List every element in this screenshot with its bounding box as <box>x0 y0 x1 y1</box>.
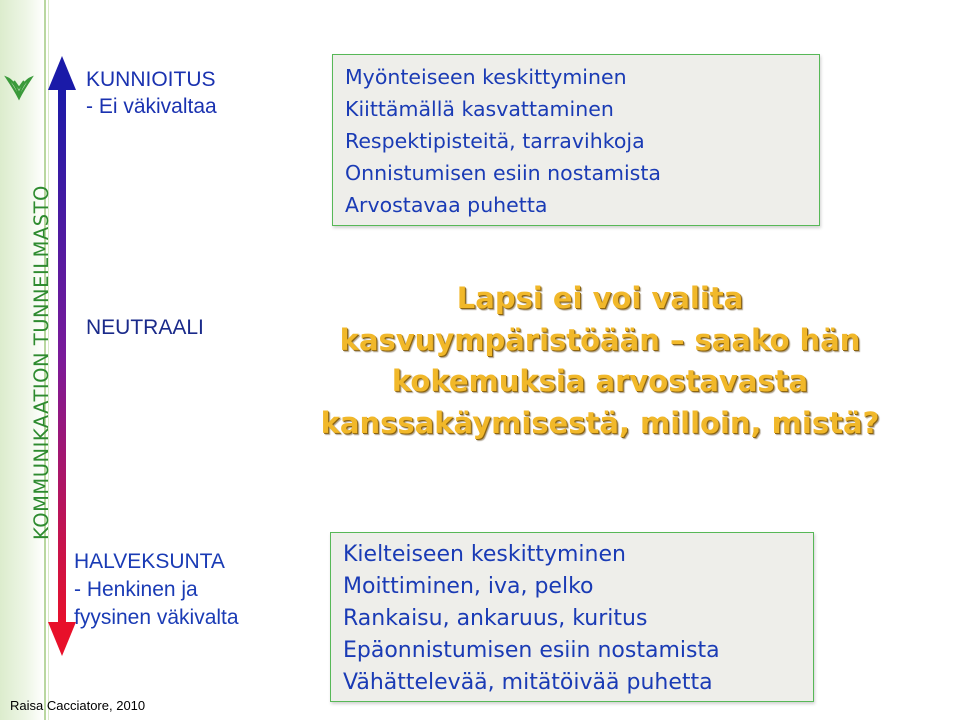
negative-line: Rankaisu, ankaruus, kuritus <box>343 606 648 631</box>
question-line: Lapsi ei voi valita <box>456 281 744 315</box>
question-line: kokemuksia arvostavasta <box>391 364 809 398</box>
positive-line: Onnistumisen esiin nostamista <box>345 161 661 185</box>
positive-line: Kiittämällä kasvattaminen <box>345 97 614 121</box>
respect-label <box>86 66 217 120</box>
respect-subtitle: - Ei väkivaltaa <box>86 95 217 118</box>
negative-line: Vähättelevää, mitätöivää puhetta <box>343 670 713 695</box>
contempt-line2: - Henkinen ja <box>74 578 198 601</box>
negative-line: Moittiminen, iva, pelko <box>343 574 594 599</box>
side-title: KOMMUNIKAATION TUNNEILMASTO <box>30 185 53 540</box>
author-credit: Raisa Cacciatore, 2010 <box>10 698 146 713</box>
center-question <box>280 278 920 444</box>
contempt-label <box>74 548 239 632</box>
positive-line: Myönteiseen keskittyminen <box>345 65 627 89</box>
positive-practices-box <box>332 54 820 226</box>
question-line: kasvuympäristöään – saako hän <box>339 322 861 357</box>
positive-line: Arvostavaa puhetta <box>345 193 548 217</box>
negative-line: Epäonnistumisen esiin nostamista <box>343 638 720 663</box>
contempt-line3: fyysinen väkivalta <box>74 606 239 629</box>
question-line: kanssakäymisestä, milloin, mistä? <box>320 405 880 440</box>
respect-title: KUNNIOITUS <box>86 68 216 91</box>
neutral-label: NEUTRAALI <box>86 316 204 339</box>
leaf-logo-icon <box>4 72 34 102</box>
positive-line: Respektipisteitä, tarravihkoja <box>345 129 645 153</box>
negative-line: Kielteiseen keskittyminen <box>343 542 626 567</box>
negative-practices-box <box>330 532 814 702</box>
contempt-title: HALVEKSUNTA <box>74 550 225 573</box>
